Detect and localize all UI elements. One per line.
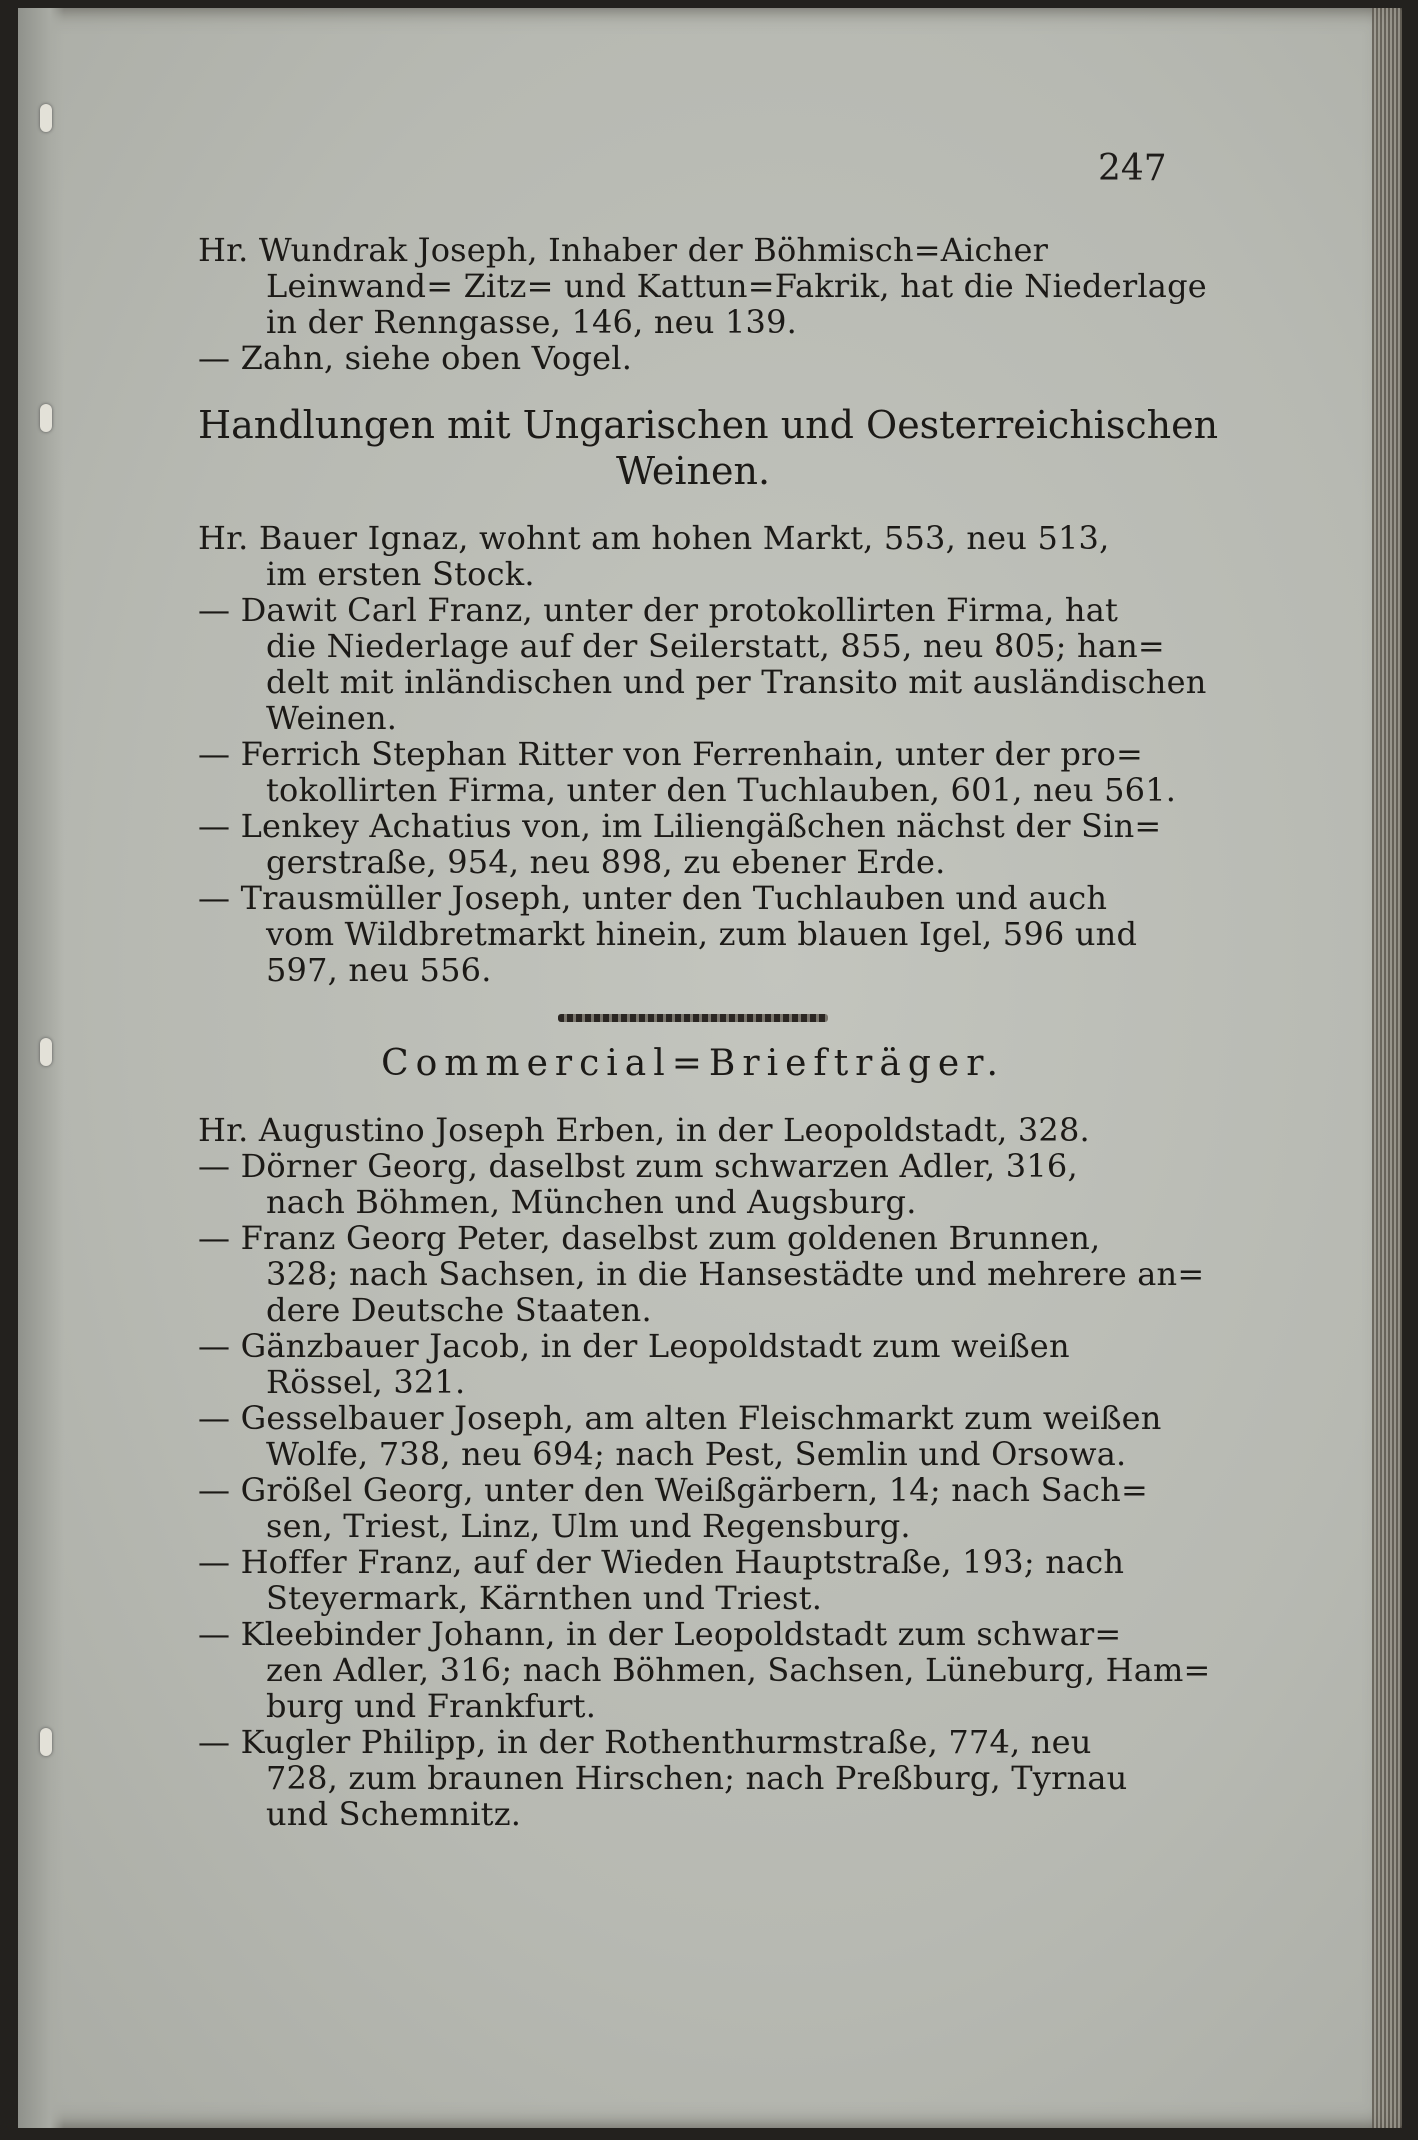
section-heading: Weinen.: [615, 449, 771, 493]
binding-stitch: [40, 404, 52, 432]
binding-stitch: [40, 1728, 52, 1756]
entry-line: 597, neu 556.: [266, 951, 492, 989]
entry-line: — Kugler Philipp, in der Rothenthurmstraße, 774, neu: [198, 1723, 1092, 1761]
entry-line: — Kleebinder Johann, in der Leopoldstadt zum schwar=: [198, 1615, 1122, 1653]
entry-line: vom Wildbretmarkt hinein, zum blauen Igel, 596 und: [266, 915, 1138, 953]
entry-line: burg und Frankfurt.: [266, 1687, 597, 1725]
entry-line: — Gänzbauer Jacob, in der Leopoldstadt zum weißen: [198, 1327, 1070, 1365]
entry-line: 728, zum braunen Hirschen; nach Preßburg, Tyrnau: [266, 1759, 1128, 1797]
entry-line: die Niederlage auf der Seilerstatt, 855, neu 805; han=: [266, 627, 1165, 665]
entry-line: Hr. Wundrak Joseph, Inhaber der Böhmisch=Aicher: [198, 231, 1049, 269]
entry-line: Leinwand= Zitz= und Kattun=Fakrik, hat die Niederlage: [266, 267, 1207, 305]
entry-line: Hr. Bauer Ignaz, wohnt am hohen Markt, 553, neu 513,: [198, 519, 1110, 557]
entry-line: — Zahn, siehe oben Vogel.: [198, 339, 633, 377]
entry-line: sen, Triest, Linz, Ulm und Regensburg.: [266, 1507, 911, 1545]
entry-line: Weinen.: [266, 699, 398, 737]
entry-line: Steyermark, Kärnthen und Triest.: [266, 1579, 823, 1617]
entry-line: — Lenkey Achatius von, im Liliengäßchen nächst der Sin=: [198, 807, 1162, 845]
entry-line: — Gesselbauer Joseph, am alten Fleischmarkt zum weißen: [198, 1399, 1162, 1437]
entry-line: Rössel, 321.: [266, 1363, 466, 1401]
section-heading: Handlungen mit Ungarischen und Oesterreichischen: [198, 403, 1219, 447]
entry-line: tokollirten Firma, unter den Tuchlauben, 601, neu 561.: [266, 771, 1177, 809]
page-edge: [1372, 8, 1402, 2128]
entry-line: und Schemnitz.: [266, 1795, 522, 1833]
entry-line: Wolfe, 738, neu 694; nach Pest, Semlin und Orsowa.: [266, 1435, 1127, 1473]
entry-line: 328; nach Sachsen, in die Hansestädte und mehrere an=: [266, 1255, 1205, 1293]
ornamental-divider: [558, 1014, 828, 1022]
entry-line: — Franz Georg Peter, daselbst zum goldenen Brunnen,: [198, 1219, 1101, 1257]
binding-stitch: [40, 104, 52, 132]
entry-line: — Trausmüller Joseph, unter den Tuchlauben und auch: [198, 879, 1108, 917]
binding-stitch: [40, 1038, 52, 1066]
entry-line: — Dörner Georg, daselbst zum schwarzen Adler, 316,: [198, 1147, 1078, 1185]
entry-line: im ersten Stock.: [266, 555, 535, 593]
entry-line: Hr. Augustino Joseph Erben, in der Leopoldstadt, 328.: [198, 1111, 1090, 1149]
entry-line: delt mit inländischen und per Transito mit ausländischen: [266, 663, 1207, 701]
page-text: [198, 231, 1219, 1833]
entry-line: zen Adler, 316; nach Böhmen, Sachsen, Lüneburg, Ham=: [266, 1651, 1211, 1689]
page-number: 247: [1098, 148, 1167, 189]
entry-line: in der Renngasse, 146, neu 139.: [266, 303, 798, 341]
entry-line: nach Böhmen, München und Augsburg.: [266, 1183, 917, 1221]
entry-line: — Dawit Carl Franz, unter der protokollirten Firma, hat: [198, 591, 1119, 629]
page-gutter: [18, 8, 64, 2128]
entry-line: — Hoffer Franz, auf der Wieden Hauptstraße, 193; nach: [198, 1543, 1125, 1581]
entry-line: — Ferrich Stephan Ritter von Ferrenhain, unter der pro=: [198, 735, 1143, 773]
entry-line: gerstraße, 954, neu 898, zu ebener Erde.: [266, 843, 946, 881]
section-heading: Commercial=Briefträger.: [381, 1043, 1005, 1084]
entry-line: — Größel Georg, unter den Weißgärbern, 14; nach Sach=: [198, 1471, 1148, 1509]
entry-line: dere Deutsche Staaten.: [266, 1291, 652, 1329]
